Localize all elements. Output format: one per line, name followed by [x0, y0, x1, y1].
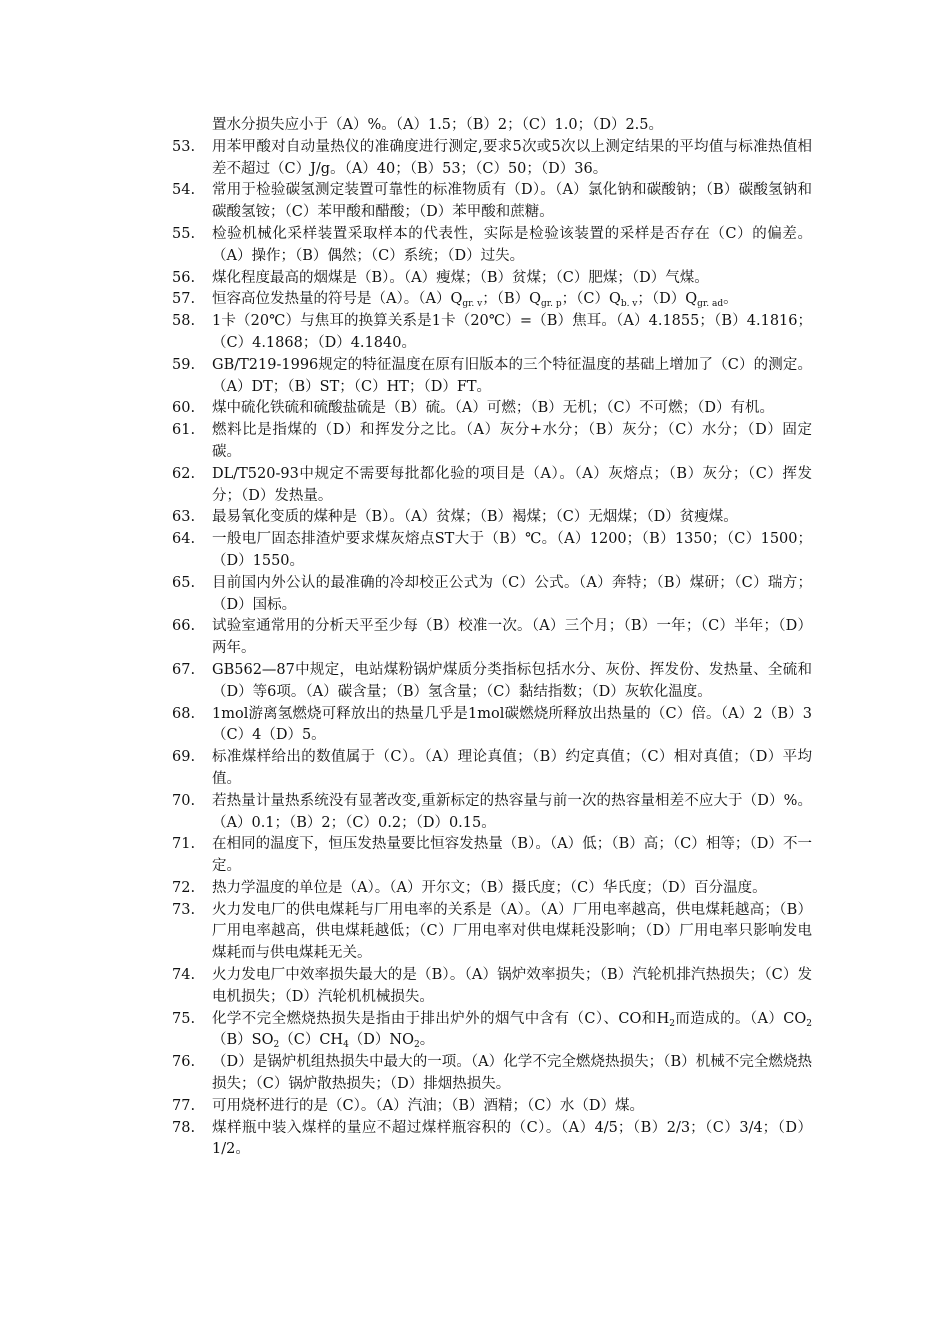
question-item — [172, 1118, 812, 1162]
question-item — [172, 878, 812, 900]
question-item — [172, 180, 812, 224]
question-number: 54. — [172, 182, 196, 199]
question-item — [172, 289, 812, 311]
continuation-line: 置水分损失应小于（A）%。（A）1.5；（B）2；（C）1.0；（D）2.5。 — [212, 117, 663, 133]
question-number: 71. — [172, 836, 196, 853]
question-item — [172, 224, 812, 268]
question-item — [172, 791, 812, 835]
question-text: DL/T520-93中规定不需要每批都化验的项目是（A）。（A）灰熔点；（B）灰分；（C）挥发分；（D）发热量。 — [212, 465, 812, 504]
question-number: 59. — [172, 356, 196, 373]
subscript-text: 2 — [669, 1018, 676, 1029]
question-number: 65. — [172, 574, 196, 591]
subscript-text: gr. ad — [697, 299, 724, 310]
question-text: 用苯甲酸对自动量热仪的准确度进行测定,要求5次或5次以上测定结果的平均值与标准热值相差不超过（C）J/g。（A）40；（B）53；（C）50；（D）36。 — [212, 138, 812, 177]
question-text — [212, 1009, 812, 1053]
question-item — [172, 1009, 812, 1053]
question-text: 若热量计量热系统没有显著改变,重新标定的热容量与前一次的热容量相差不应大于（D）%。（A）0.1；（B）2；（C）0.2；（D）0.15。 — [212, 792, 812, 831]
text-segment: 。 — [723, 291, 738, 308]
question-item — [172, 464, 812, 508]
subscript-text: gr. p — [541, 299, 562, 310]
question-text: 检验机械化采样装置采取样本的代表性，实际是检验该装置的采样是否存在（C）的偏差。（A）操作；（B）偶然；（C）系统；（D）过失。 — [212, 225, 812, 264]
question-item — [172, 420, 812, 464]
question-text: （D）是锅炉机组热损失中最大的一项。（A）化学不完全燃烧热损失；（B）机械不完全燃烧热损失；（C）锅炉散热损失；（D）排烟热损失。 — [212, 1054, 812, 1093]
question-number: 63. — [172, 509, 196, 526]
question-text: 在相同的温度下，恒压发热量要比恒容发热量（B）。（A）低；（B）高；（C）相等；（D）不一定。 — [212, 836, 812, 875]
text-segment: 化学不完全燃烧热损失是指由于排出炉外的烟气中含有（C）、CO和H — [212, 1010, 670, 1027]
question-item — [172, 311, 812, 355]
text-segment: ；（C）Q — [561, 291, 621, 308]
question-text: 目前国内外公认的最准确的冷却校正公式为（C）公式。（A）奔特；（B）煤研；（C）瑞方；（D）国标。 — [212, 574, 812, 613]
question-item — [172, 1096, 812, 1118]
question-text: GB/T219-1996规定的特征温度在原有旧版本的三个特征温度的基础上增加了（C）的测定。（A）DT；（B）ST；（C）HT；（D）FT。 — [212, 356, 812, 395]
question-text: 煤中硫化铁硫和硫酸盐硫是（B）硫。（A）可燃；（B）无机；（C）不可燃；（D）有机。 — [212, 400, 774, 417]
subscript-text: gr. v — [462, 299, 483, 310]
text-segment: （B）SO — [212, 1032, 274, 1049]
question-item — [172, 268, 812, 290]
question-number: 53. — [172, 138, 196, 155]
question-number: 70. — [172, 792, 196, 809]
question-item — [172, 965, 812, 1009]
question-number: 76. — [172, 1054, 196, 1071]
question-item — [172, 900, 812, 965]
question-number: 68. — [172, 705, 196, 722]
question-text: 火力发电厂中效率损失最大的是（B）。（A）锅炉效率损失；（B）汽轮机排汽热损失；（C）发电机损失；（D）汽轮机机械损失。 — [212, 967, 812, 1005]
question-item — [172, 507, 812, 529]
question-item — [172, 398, 812, 420]
question-item — [172, 704, 812, 748]
question-text: 最易氧化变质的煤种是（B）。（A）贫煤；（B）褐煤；（C）无烟煤；（D）贫瘦煤。 — [212, 509, 738, 526]
subscript-text: 4 — [343, 1040, 349, 1051]
question-text: 热力学温度的单位是（A）。（A）开尔文；（B）摄氏度；（C）华氏度；（D）百分温度。 — [212, 879, 767, 896]
text-segment: （C）CH — [279, 1032, 344, 1049]
question-item — [172, 529, 812, 573]
question-text: 可用烧杯进行的是（C）。（A）汽油；（B）酒精；（C）水（D）煤。 — [212, 1097, 644, 1114]
text-segment: （D）NO — [348, 1032, 414, 1049]
question-number: 74. — [172, 967, 196, 984]
question-number: 58. — [172, 313, 196, 330]
text-segment: ；（B）Q — [482, 291, 542, 308]
question-number: 73. — [172, 901, 196, 918]
question-item — [172, 1052, 812, 1096]
question-number: 56. — [172, 269, 196, 286]
subscript-text: b. v — [620, 299, 638, 310]
question-list — [172, 115, 812, 1161]
question-text: 标准煤样给出的数值属于（C）。（A）理论真值；（B）约定真值；（C）相对真值；（D）平均值。 — [212, 749, 812, 787]
question-text: 一般电厂固态排渣炉要求煤灰熔点ST大于（B）℃。（A）1200；（B）1350；（C）1500；（D）1550。 — [212, 531, 812, 569]
question-item — [172, 747, 812, 791]
question-text: 1mol游离氢燃烧可释放出的热量几乎是1mol碳燃烧所释放出热量的（C）倍。（A）2（B）3（C）4（D）5。 — [212, 705, 812, 744]
question-number: 75. — [172, 1010, 196, 1027]
question-number: 64. — [172, 531, 196, 548]
subscript-text: 2 — [273, 1040, 280, 1051]
question-number: 72. — [172, 879, 196, 896]
question-number: 67. — [172, 661, 196, 678]
question-text: 常用于检验碳氢测定装置可靠性的标准物质有（D）。（A）氯化钠和碳酸钠；（B）碳酸氢钠和碳酸氢铵；（C）苯甲酸和醋酸；（D）苯甲酸和蔗糖。 — [212, 182, 812, 221]
question-item — [172, 834, 812, 878]
question-number: 57. — [172, 291, 196, 308]
question-item — [172, 573, 812, 617]
question-item — [172, 616, 812, 660]
question-number: 78. — [172, 1119, 196, 1136]
subscript-text: 2 — [414, 1040, 420, 1051]
question-text: GB562—87中规定，电站煤粉锅炉煤质分类指标包括水分、灰份、挥发份、发热量、全硫和（D）等6项。（A）碳含量；（B）氢含量；（C）黏结指数；（D）灰软化温度。 — [212, 661, 812, 700]
question-number: 55. — [172, 225, 196, 242]
question-text: 煤样瓶中装入煤样的量应不超过煤样瓶容积的（C）。（A）4/5；（B）2/3；（C）3/4；（D）1/2。 — [212, 1119, 812, 1158]
question-text: 火力发电厂的供电煤耗与厂用电率的关系是（A）。（A）厂用电率越高，供电煤耗越高；（B）厂用电率越高，供电煤耗越低；（C）厂用电率对供电煤耗没影响；（D）厂用电率只影响发电煤耗而与供电煤耗无关。 — [212, 901, 812, 962]
subscript-text: 2 — [806, 1018, 812, 1029]
question-number: 69. — [172, 749, 196, 766]
question-number: 60. — [172, 400, 196, 417]
question-number: 66. — [172, 618, 196, 635]
question-text: 燃料比是指煤的（D）和挥发分之比。（A）灰分+水分；（B）灰分；（C）水分；（D）固定碳。 — [212, 422, 812, 460]
question-text — [212, 289, 812, 311]
text-segment: 而造成的。（A）CO — [675, 1010, 807, 1027]
question-number: 77. — [172, 1097, 196, 1114]
text-segment: 恒容高位发热量的符号是（A）。（A）Q — [212, 291, 463, 308]
question-text: 煤化程度最高的烟煤是（B）。（A）瘦煤；（B）贫煤；（C）肥煤；（D）气煤。 — [212, 269, 709, 286]
question-text: 1卡（20℃）与焦耳的换算关系是1卡（20℃）=（B）焦耳。（A）4.1855；（B）4.1816；（C）4.1868；（D）4.1840。 — [212, 313, 812, 351]
text-segment: ；（D）Q — [637, 291, 698, 308]
question-item — [172, 355, 812, 399]
question-number: 61. — [172, 422, 196, 439]
question-number: 62. — [172, 465, 196, 482]
question-item — [172, 660, 812, 704]
question-text: 试验室通常用的分析天平至少每（B）校准一次。（A）三个月；（B）一年；（C）半年；（D）两年。 — [212, 618, 812, 657]
question-item — [172, 137, 812, 181]
text-segment: 。 — [419, 1032, 435, 1049]
